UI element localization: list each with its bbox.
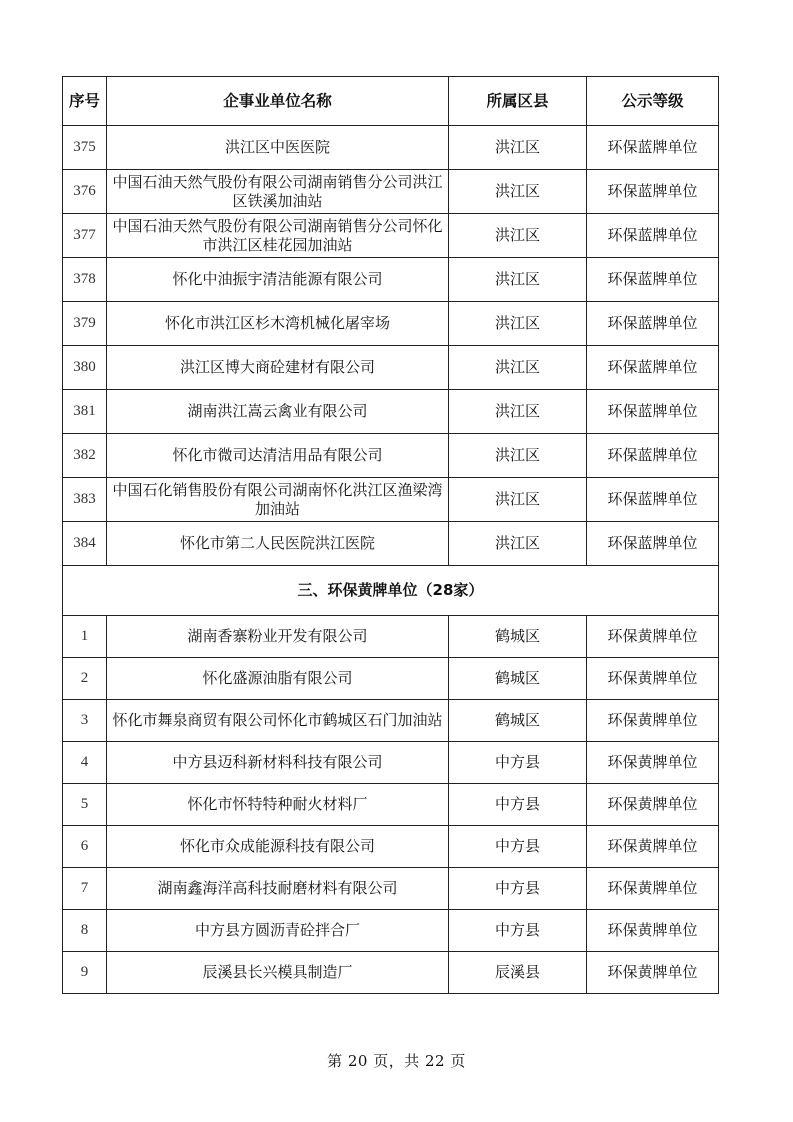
table-row (63, 258, 719, 302)
row-company-name: 怀化市众成能源科技有限公司 (107, 826, 449, 868)
row-rating-level: 环保黄牌单位 (587, 700, 719, 742)
row-district: 鹤城区 (449, 700, 587, 742)
row-company-name: 中方县方圆沥青砼拌合厂 (107, 910, 449, 952)
row-serial: 377 (63, 214, 107, 258)
row-company-name: 怀化盛源油脂有限公司 (107, 658, 449, 700)
row-serial: 375 (63, 126, 107, 170)
row-district: 洪江区 (449, 302, 587, 346)
header-rating-level: 公示等级 (587, 77, 719, 126)
row-company-name: 洪江区中医医院 (107, 126, 449, 170)
table-row (63, 700, 719, 742)
row-rating-level: 环保蓝牌单位 (587, 170, 719, 214)
row-company-name: 湖南洪江嵩云禽业有限公司 (107, 390, 449, 434)
row-serial: 8 (63, 910, 107, 952)
row-district: 中方县 (449, 784, 587, 826)
row-serial: 7 (63, 868, 107, 910)
row-rating-level: 环保蓝牌单位 (587, 478, 719, 522)
row-serial: 381 (63, 390, 107, 434)
row-serial: 4 (63, 742, 107, 784)
row-district: 中方县 (449, 826, 587, 868)
row-company-name: 辰溪县长兴模具制造厂 (107, 952, 449, 994)
row-serial: 378 (63, 258, 107, 302)
row-rating-level: 环保黄牌单位 (587, 910, 719, 952)
row-company-name: 中方县迈科新材料科技有限公司 (107, 742, 449, 784)
row-serial: 382 (63, 434, 107, 478)
row-company-name: 中国石油天然气股份有限公司湖南销售分公司怀化市洪江区桂花园加油站 (107, 214, 449, 258)
table-row (63, 214, 719, 258)
row-company-name: 怀化市洪江区杉木湾机械化屠宰场 (107, 302, 449, 346)
table-row (63, 522, 719, 566)
table-row (63, 910, 719, 952)
table-row (63, 478, 719, 522)
row-district: 洪江区 (449, 258, 587, 302)
header-district: 所属区县 (449, 77, 587, 126)
table-row (63, 868, 719, 910)
table-row (63, 952, 719, 994)
row-company-name: 怀化市舞泉商贸有限公司怀化市鹤城区石门加油站 (107, 700, 449, 742)
header-company-name: 企事业单位名称 (107, 77, 449, 126)
row-serial: 3 (63, 700, 107, 742)
row-serial: 379 (63, 302, 107, 346)
row-district: 洪江区 (449, 478, 587, 522)
row-company-name: 中国石化销售股份有限公司湖南怀化洪江区渔梁湾加油站 (107, 478, 449, 522)
row-company-name: 怀化市微司达清洁用品有限公司 (107, 434, 449, 478)
row-company-name: 怀化市怀特特种耐火材料厂 (107, 784, 449, 826)
row-district: 中方县 (449, 742, 587, 784)
row-rating-level: 环保蓝牌单位 (587, 258, 719, 302)
header-serial: 序号 (63, 77, 107, 126)
row-company-name: 怀化中油振宇清洁能源有限公司 (107, 258, 449, 302)
row-serial: 380 (63, 346, 107, 390)
section-title: 三、环保黄牌单位（28家） (63, 566, 719, 616)
row-rating-level: 环保黄牌单位 (587, 868, 719, 910)
row-district: 洪江区 (449, 214, 587, 258)
row-serial: 5 (63, 784, 107, 826)
row-rating-level: 环保蓝牌单位 (587, 126, 719, 170)
table-row (63, 390, 719, 434)
table-row (63, 434, 719, 478)
table-row (63, 346, 719, 390)
row-company-name: 洪江区博大商砼建材有限公司 (107, 346, 449, 390)
row-district: 洪江区 (449, 434, 587, 478)
row-district: 洪江区 (449, 346, 587, 390)
row-serial: 383 (63, 478, 107, 522)
row-company-name: 怀化市第二人民医院洪江医院 (107, 522, 449, 566)
row-rating-level: 环保蓝牌单位 (587, 390, 719, 434)
row-rating-level: 环保蓝牌单位 (587, 434, 719, 478)
row-district: 中方县 (449, 910, 587, 952)
table-row (63, 658, 719, 700)
row-district: 洪江区 (449, 522, 587, 566)
row-serial: 2 (63, 658, 107, 700)
row-district: 洪江区 (449, 170, 587, 214)
page-number: 第 20 页，共 22 页 (327, 1052, 466, 1070)
row-rating-level: 环保黄牌单位 (587, 952, 719, 994)
table-row (63, 826, 719, 868)
row-district: 辰溪县 (449, 952, 587, 994)
row-rating-level: 环保黄牌单位 (587, 616, 719, 658)
row-district: 洪江区 (449, 126, 587, 170)
row-serial: 6 (63, 826, 107, 868)
row-rating-level: 环保蓝牌单位 (587, 346, 719, 390)
table-row (63, 742, 719, 784)
row-rating-level: 环保黄牌单位 (587, 784, 719, 826)
row-rating-level: 环保蓝牌单位 (587, 302, 719, 346)
table-row (63, 170, 719, 214)
section-row (63, 566, 719, 616)
row-serial: 9 (63, 952, 107, 994)
table-row (63, 616, 719, 658)
row-company-name: 湖南香寨粉业开发有限公司 (107, 616, 449, 658)
row-rating-level: 环保黄牌单位 (587, 742, 719, 784)
row-company-name: 中国石油天然气股份有限公司湖南销售分公司洪江区铁溪加油站 (107, 170, 449, 214)
row-district: 洪江区 (449, 390, 587, 434)
row-serial: 376 (63, 170, 107, 214)
row-district: 中方县 (449, 868, 587, 910)
table-row (63, 302, 719, 346)
row-serial: 1 (63, 616, 107, 658)
row-serial: 384 (63, 522, 107, 566)
enterprise-table (62, 76, 719, 994)
row-district: 鹤城区 (449, 658, 587, 700)
row-district: 鹤城区 (449, 616, 587, 658)
row-rating-level: 环保蓝牌单位 (587, 214, 719, 258)
table-header-row (63, 77, 719, 126)
table-row (63, 784, 719, 826)
row-rating-level: 环保黄牌单位 (587, 658, 719, 700)
row-rating-level: 环保蓝牌单位 (587, 522, 719, 566)
row-rating-level: 环保黄牌单位 (587, 826, 719, 868)
row-company-name: 湖南鑫海洋高科技耐磨材料有限公司 (107, 868, 449, 910)
table-row (63, 126, 719, 170)
